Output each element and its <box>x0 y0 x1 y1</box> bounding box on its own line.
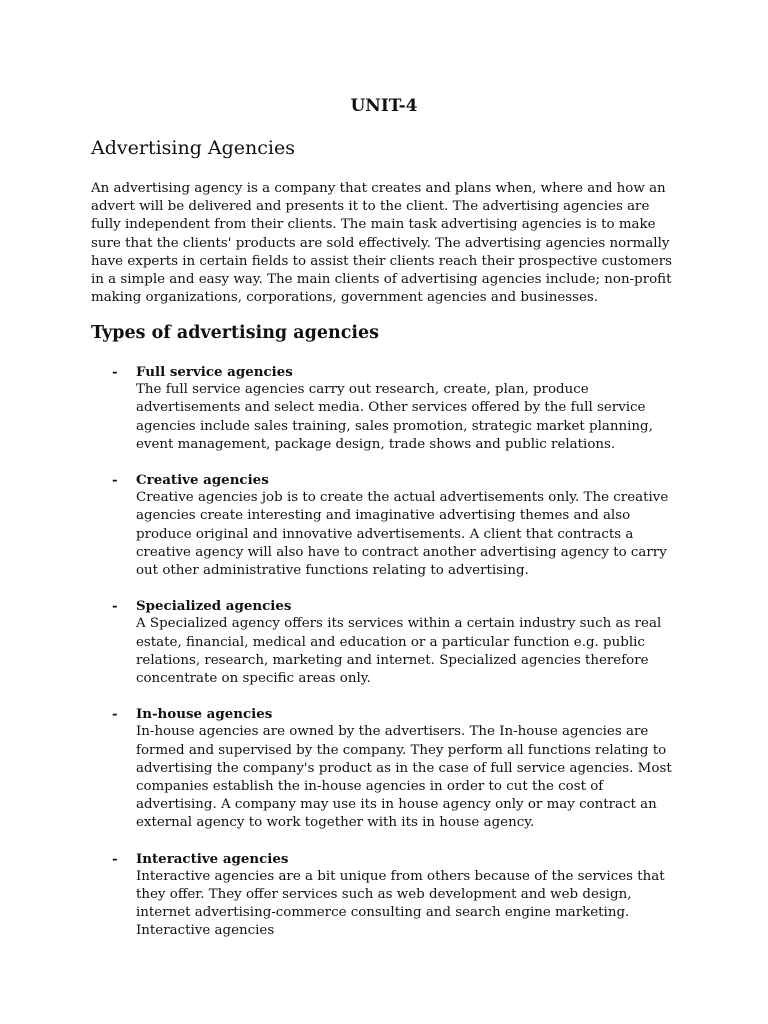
agency-type-list <box>0 363 768 958</box>
bullet-dash: - <box>112 364 118 380</box>
agency-name: Full service agencies <box>136 364 293 380</box>
bullet-dash: - <box>112 598 118 615</box>
agency-description: Interactive agencies are a bit unique from others because of the services that they offer. They offer services such as web development and web design, internet advertising-commerce consulting and search engine marketing. Interactive agencies <box>136 868 665 939</box>
intro-paragraph: An advertising agency is a company that creates and plans when, where and how an advert will be delivered and presents it to the client. The advertising agencies are fully independent from their clients. The main task advertising agencies is to make sure that the clients' products are sold effectively. The advertising agencies normally have experts in certain fields to assist their clients reach their prospective customers in a simple and easy way. The main clients of advertising agencies include; non-profit making organizations, corporations, government agencies and businesses. <box>91 181 673 306</box>
list-item-in-house <box>0 705 684 832</box>
unit-title: UNIT-4 <box>350 96 418 116</box>
bullet-dash: - <box>112 472 118 489</box>
agency-name: Specialized agencies <box>136 598 292 615</box>
list-item-specialized <box>0 597 684 688</box>
page-heading: Advertising Agencies <box>91 137 295 159</box>
agency-name: In-house agencies <box>136 706 273 723</box>
agency-description: Creative agencies job is to create the actual advertisements only. The creative agencies create interesting and imaginative advertising themes and also produce original and innovative advertisements. A client that contracts a creative agency will also have to contract another advertising agency to carry out other administrative functions relating to advertising. <box>136 490 669 579</box>
agency-name: Creative agencies <box>136 472 269 489</box>
bullet-dash: - <box>112 850 118 867</box>
list-item-creative <box>0 471 684 580</box>
types-heading: Types of advertising agencies <box>91 323 379 343</box>
agency-description: The full service agencies carry out research, create, plan, produce advertisements and select media. Other services offered by the full service agencies include sales training, sales promotion, strategic market planning, event management, package design, trade shows and public relations. <box>136 382 653 452</box>
agency-name: Interactive agencies <box>136 850 289 867</box>
agency-description: In-house agencies are owned by the advertisers. The In-house agencies are formed and supervised by the company. They perform all functions relating to advertising the company's product as in the case of full service agencies. Most companies establish the in-house agencies in order to cut the cost of advertising. A company may use its in house agency only or may contract an external agency to work together with its in house agency. <box>136 724 672 831</box>
bullet-dash: - <box>112 706 118 723</box>
list-item-interactive <box>0 850 684 941</box>
agency-description: A Specialized agency offers its services within a certain industry such as real estate, financial, medical and education or a particular function e.g. public relations, research, marketing and internet. Specialized agencies therefore concentrate on specific areas only. <box>136 616 662 687</box>
list-item-full-service <box>0 363 684 454</box>
